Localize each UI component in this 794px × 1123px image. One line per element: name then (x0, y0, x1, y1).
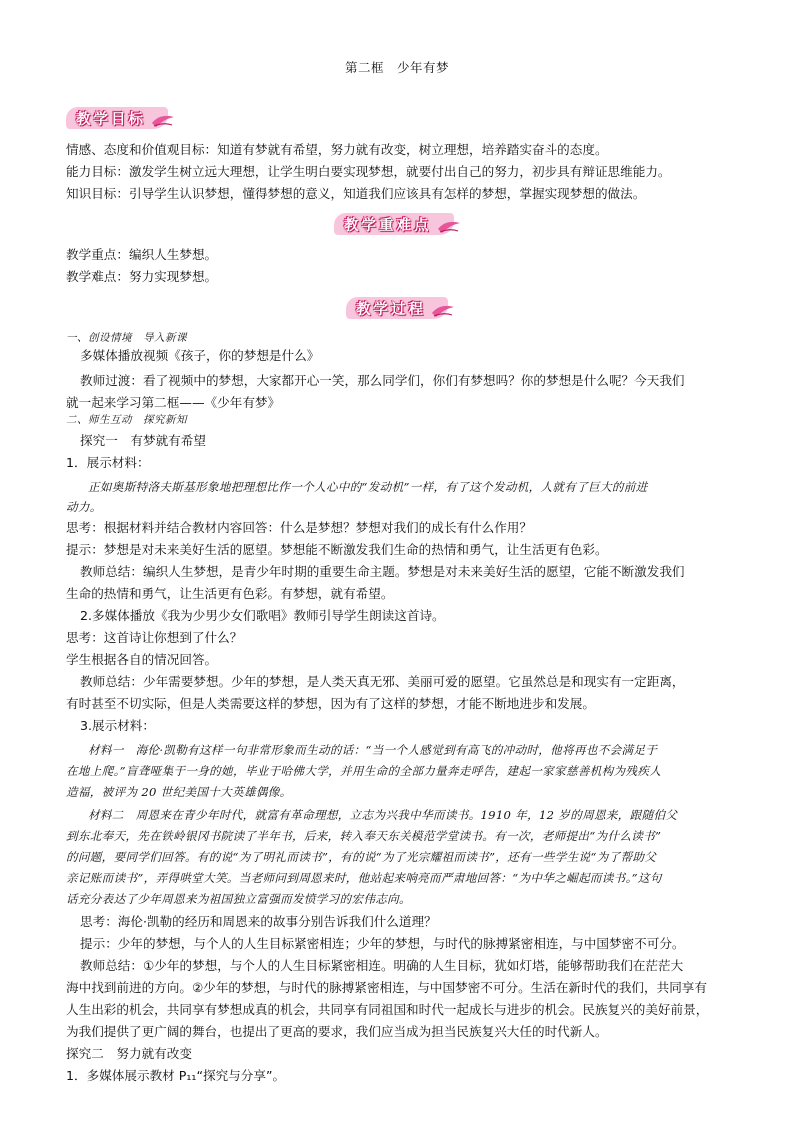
quote-engine-2: 动力。 (66, 500, 102, 514)
material-1-label: 1．展示材料： (66, 455, 150, 470)
material-2: 2.多媒体播放《我为少男少女们歌唱》教师引导学生朗读这首诗。 (80, 608, 445, 623)
case-2-line-5: 话充分表达了少年周恩来为祖国独立富强而发愤学习的宏伟志向。 (66, 892, 411, 906)
summary-1b: 生命的热情和勇气，让生活更有色彩。有梦想，就有希望。 (66, 586, 394, 601)
goal-knowledge: 知识目标：引导学生认识梦想，懂得梦想的意义，知道我们应该具有怎样的梦想，掌握实现梦想的做法。 (66, 186, 646, 201)
lesson-title: 第二框 少年有梦 (344, 60, 449, 75)
goal-ability: 能力目标：激发学生树立远大理想，让学生明白要实现梦想，就要付出自己的努力，初步具有辩证思维能力。 (66, 164, 671, 179)
think-1: 思考：根据材料并结合教材内容回答：什么是梦想？梦想对我们的成长有什么作用？ (66, 520, 532, 535)
summary-3d: 为我们提供了更广阔的舞台，也提出了更高的要求，我们应当成为担当民族复兴大任的时代新人。 (66, 1024, 608, 1039)
material-4: 1．多媒体展示教材 P₁₁“探究与分享”。 (66, 1068, 286, 1083)
case-2-line-1: 材料二 周恩来在青少年时代，就富有革命理想，立志为兴我中华而读书。1910 年，12 岁的周恩来，跟随伯父 (88, 808, 678, 822)
banner-process-label: 教学过程 (356, 301, 426, 318)
summary-3c: 人生出彩的机会，共同享有梦想成真的机会，共同享有同祖国和时代一起成长与进步的机会。民族复兴的美好前景， (66, 1002, 709, 1017)
think-2: 思考：这首诗让你想到了什么？ (66, 630, 243, 645)
section-heading-2: 二、师生互动 探究新知 (66, 414, 187, 426)
summary-1a: 教师总结：编织人生梦想，是青少年时期的重要生命主题。梦想是对未来美好生活的愿望，它能不断激发我们 (80, 564, 685, 579)
hint-1: 提示：梦想是对未来美好生活的愿望。梦想能不断激发我们生命的热情和勇气，让生活更有色彩。 (66, 542, 608, 557)
pen-swirl-icon (430, 301, 456, 319)
hint-3: 提示：少年的梦想，与个人的人生目标紧密相连；少年的梦想，与时代的脉搏紧密相连，与中国梦密不可分。 (80, 936, 685, 951)
explore-1-heading: 探究一 有梦就有希望 (80, 433, 206, 448)
keypoint-focus: 教学重点：编织人生梦想。 (66, 247, 218, 262)
case-2-line-2: 到东北奉天，先在铁岭银冈书院读了半年书，后来，转入奉天东关模范学堂读书。有一次，老师提出“为什么读书” (66, 829, 662, 843)
banner-goals (66, 106, 168, 130)
case-1-line-1: 材料一 海伦·凯勒有这样一句非常形象而生动的话：“当一个人感觉到有高飞的冲动时，他将再也不会满足于 (88, 743, 658, 757)
explore-2-heading: 探究二 努力就有改变 (66, 1046, 192, 1061)
case-2-line-4: 亲记账而读书”，弄得哄堂大笑。当老师问到周恩来时，他站起来响亮而严肃地回答：“为中华之崛起而读书。”这句 (66, 871, 662, 885)
keypoint-difficulty: 教学难点：努力实现梦想。 (66, 269, 218, 284)
think-3: 思考：海伦·凯勒的经历和周恩来的故事分别告诉我们什么道理？ (80, 914, 437, 929)
answer-2: 学生根据各自的情况回答。 (66, 652, 218, 667)
material-3-label: 3.展示材料： (80, 718, 155, 733)
process-video: 多媒体播放视频《孩子，你的梦想是什么》 (80, 348, 320, 363)
case-1-line-2: 在地上爬。”盲聋哑集于一身的她，毕业于哈佛大学，并用生命的全部力量奔走呼告，建起一家家慈善机构为残疾人 (66, 764, 662, 778)
process-transition-1: 教师过渡：看了视频中的梦想，大家都开心一笑，那么同学们，你们有梦想吗？你的梦想是什么呢？今天我们 (80, 373, 685, 388)
summary-2b: 有时甚至不切实际，但是人类需要这样的梦想，因为有了这样的梦想，才能不断地进步和发展。 (66, 696, 595, 711)
summary-3a: 教师总结：①少年的梦想，与个人的人生目标紧密相连。明确的人生目标，犹如灯塔，能够帮助我们在茫茫大 (80, 958, 684, 973)
case-1-line-3: 造福，被评为 20 世纪美国十大英雄偶像。 (66, 785, 292, 799)
quote-engine-1: 正如奥斯特洛夫斯基形象地把理想比作一个人心中的“发动机”一样，有了这个发动机，人就有了巨大的前进 (88, 480, 648, 494)
banner-keypoints-label: 教学重难点 (344, 217, 432, 234)
pen-swirl-icon (436, 217, 462, 235)
banner-process (346, 296, 448, 320)
banner-keypoints (334, 212, 454, 236)
goal-emotion: 情感、态度和价值观目标：知道有梦就有希望，努力就有改变，树立理想，培养踏实奋斗的态度。 (66, 142, 608, 157)
banner-goals-label: 教学目标 (76, 111, 146, 128)
case-2-line-3: 的问题，要同学们回答。有的说“为了明礼而读书”，有的说“为了光宗耀祖而读书”，还有一些学生说“为了帮助父 (66, 850, 657, 864)
summary-2a: 教师总结：少年需要梦想。少年的梦想，是人类天真无邪、美丽可爱的愿望。它虽然总是和现实有一定距离， (80, 674, 685, 689)
section-heading-1: 一、创设情境 导入新课 (66, 332, 187, 344)
summary-3b: 海中找到前进的方向。②少年的梦想，与时代的脉搏紧密相连，与中国梦密不可分。生活在新时代的我们，共同享有 (66, 980, 707, 995)
pen-swirl-icon (150, 111, 176, 129)
process-transition-2: 就一起来学习第二框——《少年有梦》 (66, 395, 281, 410)
